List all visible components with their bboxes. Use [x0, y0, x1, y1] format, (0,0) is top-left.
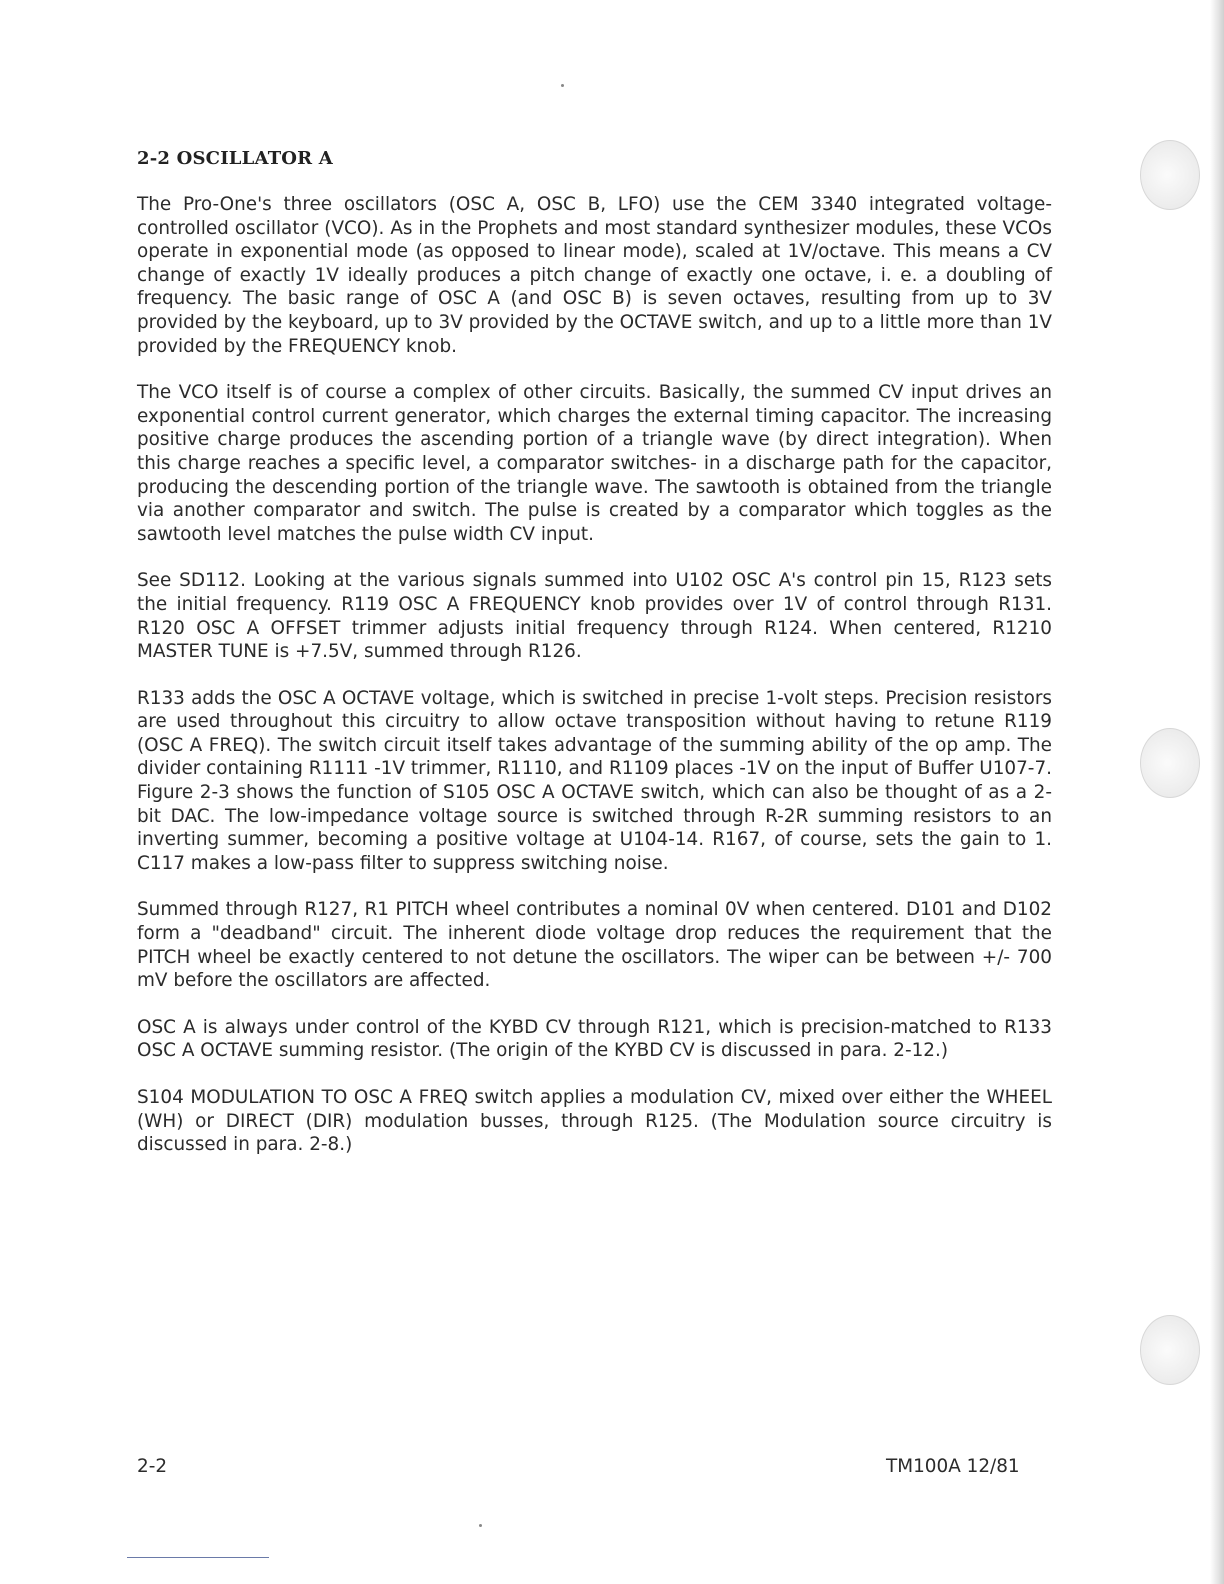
bottom-rule-line: [127, 1557, 269, 1558]
paragraph-control-pin: See SD112. Looking at the various signals summed into U102 OSC A's control pin 15, R123 sets the initial frequency. R119 OSC A FREQUENCY knob provides over 1V of control through R131. R120 OSC A OFFSET trimmer adjusts initial frequency through R124. When centered, R1210 MASTER TUNE is +7.5V, summed through R126.: [137, 570, 1052, 663]
scan-speck: [561, 84, 564, 87]
document-body: [137, 148, 1052, 1157]
paragraph-vco-internals: The VCO itself is of course a complex of other circuits. Basically, the summed CV input drives an exponential control current generator, which charges the external timing capacitor. The increasing positive charge produces the ascending portion of a triangle wave (by direct integration). When this charge reaches a specific level, a comparator switches- in a discharge path for the capacitor, producing the descending portion of the triangle wave. The sawtooth is obtained from the triangle via another comparator and switch. The pulse is created by a comparator which toggles as the sawtooth level matches the pulse width CV input.: [137, 382, 1052, 545]
paragraph-modulation: S104 MODULATION TO OSC A FREQ switch applies a modulation CV, mixed over either the WHEEL (WH) or DIRECT (DIR) modulation busses, through R125. (The Modulation source circuitry is discussed in para. 2-8.): [137, 1087, 1052, 1156]
paragraph-overview: The Pro-One's three oscillators (OSC A, OSC B, LFO) use the CEM 3340 integrated voltage-controlled oscillator (VCO). As in the Prophets and most standard synthesizer modules, these VCOs operate in exponential mode (as opposed to linear mode), scaled at 1V/octave. This means a CV change of exactly 1V ideally produces a pitch change of exactly one octave, i. e. a doubling of frequency. The basic range of OSC A (and OSC B) is seven octaves, resulting from up to 3V provided by the keyboard, up to 3V provided by the OCTAVE switch, and up to a little more than 1V provided by the FREQUENCY knob.: [137, 194, 1052, 357]
paragraph-octave-voltage: R133 adds the OSC A OCTAVE voltage, which is switched in precise 1-volt steps. Precision resistors are used throughout this circuitry to allow octave transposition without having to retune R119 (OSC A FREQ). The switch circuit itself takes advantage of the summing ability of the op amp. The divider containing R1111 -1V trimmer, R1110, and R1109 places -1V on the input of Buffer U107-7. Figure 2-3 shows the function of S105 OSC A OCTAVE switch, which can also be thought of as a 2-bit DAC. The low-impedance voltage source is switched through R-2R summing resistors to an inverting summer, becoming a positive voltage at U104-14. R167, of course, sets the gain to 1. C117 makes a low-pass filter to suppress switching noise.: [137, 687, 1052, 874]
page-edge-shadow: [1210, 0, 1224, 1584]
footer-page-number: 2-2: [137, 1456, 168, 1477]
punch-hole-top: [1140, 140, 1200, 210]
paragraph-kybd-cv: OSC A is always under control of the KYBD CV through R121, which is precision-matched to R133 OSC A OCTAVE summing resistor. (The origin of the KYBD CV is discussed in para. 2-12.): [137, 1016, 1052, 1062]
punch-hole-middle: [1140, 728, 1200, 798]
scan-speck: [479, 1524, 482, 1527]
punch-hole-bottom: [1140, 1315, 1200, 1385]
section-heading: 2-2 OSCILLATOR A: [137, 148, 333, 169]
paragraph-pitch-wheel: Summed through R127, R1 PITCH wheel contributes a nominal 0V when centered. D101 and D102 form a "deadband" circuit. The inherent diode voltage drop reduces the requirement that the PITCH wheel be exactly centered to not detune the oscillators. The wiper can be between +/- 700 mV before the oscillators are affected.: [137, 899, 1052, 992]
footer-document-code: TM100A 12/81: [886, 1456, 1020, 1477]
